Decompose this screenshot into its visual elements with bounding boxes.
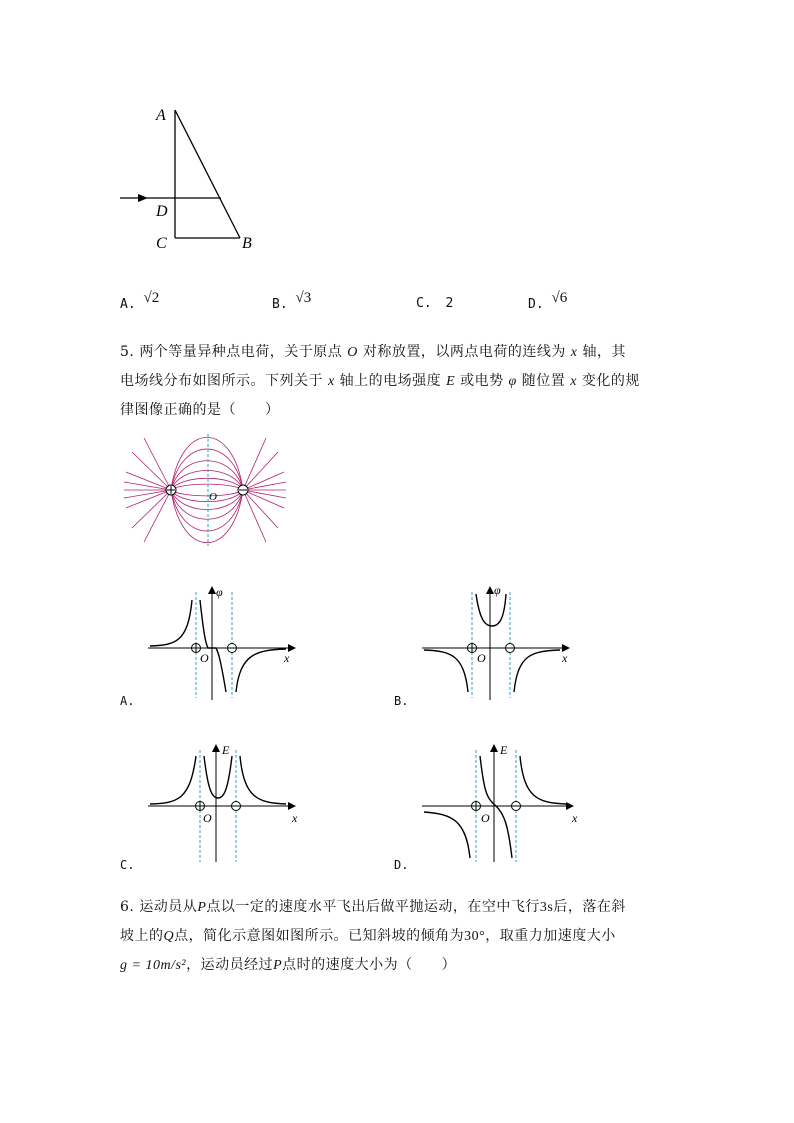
triangle-figure	[110, 100, 270, 260]
q5-text-part: 变化的规	[581, 373, 640, 389]
q6-text-part: 点以一定的速度水平飞出后做平抛运动，在空中飞行	[206, 899, 540, 915]
q5-text-var: x	[570, 345, 578, 360]
dipole-field-diagram	[120, 432, 290, 548]
q5-text-var: x	[327, 374, 335, 389]
q4-option-b	[272, 290, 312, 313]
q4-option-a	[120, 290, 160, 313]
q5-text-var: O	[347, 345, 358, 360]
option-value: √3	[295, 290, 312, 306]
graph-d-option: D.	[394, 858, 409, 872]
q5-text-part: 或电势	[460, 373, 504, 389]
q5-line-3	[120, 396, 680, 424]
q5-text-part: 律图像正确的是（ ）	[120, 402, 280, 418]
field-line	[126, 472, 171, 490]
question-number: 6.	[120, 899, 135, 915]
option-letter: D.	[528, 297, 544, 312]
q6-text-var: P	[273, 958, 283, 973]
q6-line-3	[120, 951, 680, 980]
option-value: √2	[143, 290, 160, 306]
option-value: 2	[445, 296, 454, 311]
q5-text-part: 轴，其	[582, 344, 626, 360]
q4-option-d	[528, 290, 568, 313]
q5-text-part: 轴上的电场强度	[339, 373, 442, 389]
y-axis-label: E	[222, 743, 230, 757]
q5-text-part: 两个等量异种点电荷，关于原点	[139, 344, 343, 360]
q6-text-var: 30°	[464, 929, 486, 944]
graph-a	[146, 582, 306, 702]
label-b: B	[242, 235, 252, 252]
field-line	[171, 484, 243, 490]
q6-text-part: 坡上的	[120, 928, 164, 944]
x-axis-label: x	[292, 811, 298, 825]
q6-text-part: ，取重力加速度大小	[485, 928, 616, 944]
field-line	[171, 471, 243, 491]
graph-b-option: B.	[394, 694, 409, 708]
field-line	[126, 490, 171, 508]
option-letter: A.	[120, 297, 136, 312]
graph-b	[420, 582, 580, 702]
graph-d	[420, 740, 584, 864]
q5-text-var: x	[570, 374, 577, 389]
label-c: C	[156, 235, 167, 252]
q6-text-var: Q	[163, 929, 175, 944]
y-axis-label: E	[500, 743, 508, 757]
q6-text-part: 运动员从	[139, 899, 198, 915]
graph-c-option: C.	[120, 858, 135, 872]
field-line	[144, 490, 171, 542]
q5-text-part: 随位置	[521, 373, 566, 389]
q5-text-part: 电场线分布如图所示。下列关于	[120, 373, 323, 389]
field-line	[243, 438, 266, 490]
field-line	[171, 490, 243, 510]
q5-text	[120, 338, 680, 424]
origin-label: O	[209, 491, 217, 503]
q5-text-part: 对称放置，以两点电荷的连线为	[362, 344, 566, 360]
y-axis-label: φ	[494, 583, 501, 597]
option-letter: C.	[416, 296, 432, 311]
field-line	[171, 490, 243, 496]
origin-label: O	[203, 811, 212, 825]
q6-text-part: 点，简化示意图如图所示。已知斜坡的倾角为	[174, 928, 465, 944]
q4-option-c	[416, 296, 453, 311]
q6-text-var: P	[197, 900, 207, 915]
q6-text-var: g = 10m/s²	[120, 958, 187, 973]
field-line	[243, 490, 284, 508]
question-number: 5.	[120, 344, 135, 360]
field-line	[243, 490, 266, 542]
option-value: √6	[551, 290, 568, 306]
q6-line-2	[120, 922, 680, 951]
graph-a-option: A.	[120, 694, 135, 708]
label-d: D	[156, 203, 168, 220]
q6-text-part: 后，落在斜	[553, 899, 626, 915]
q6-text	[120, 893, 680, 980]
graph-c	[146, 740, 306, 864]
q6-text-var: 3s	[539, 900, 554, 915]
field-line	[243, 472, 284, 490]
field-line	[144, 438, 171, 490]
label-a: A	[156, 107, 166, 124]
origin-label: O	[477, 651, 486, 665]
q5-text-var: φ	[508, 374, 517, 389]
q6-text-part: 点时的速度大小为（ ）	[282, 957, 457, 973]
x-axis-label: x	[562, 651, 568, 665]
q5-text-var: E	[446, 374, 456, 389]
option-letter: B.	[272, 297, 288, 312]
x-axis-label: x	[284, 651, 290, 665]
q5-line-2	[120, 367, 680, 396]
origin-label: O	[200, 651, 209, 665]
y-axis-label: φ	[216, 585, 223, 599]
q5-line-1	[120, 338, 680, 367]
q6-text-part: ，运动员经过	[186, 957, 274, 973]
q6-line-1	[120, 893, 680, 922]
x-axis-label: x	[572, 811, 578, 825]
origin-label: O	[481, 811, 490, 825]
